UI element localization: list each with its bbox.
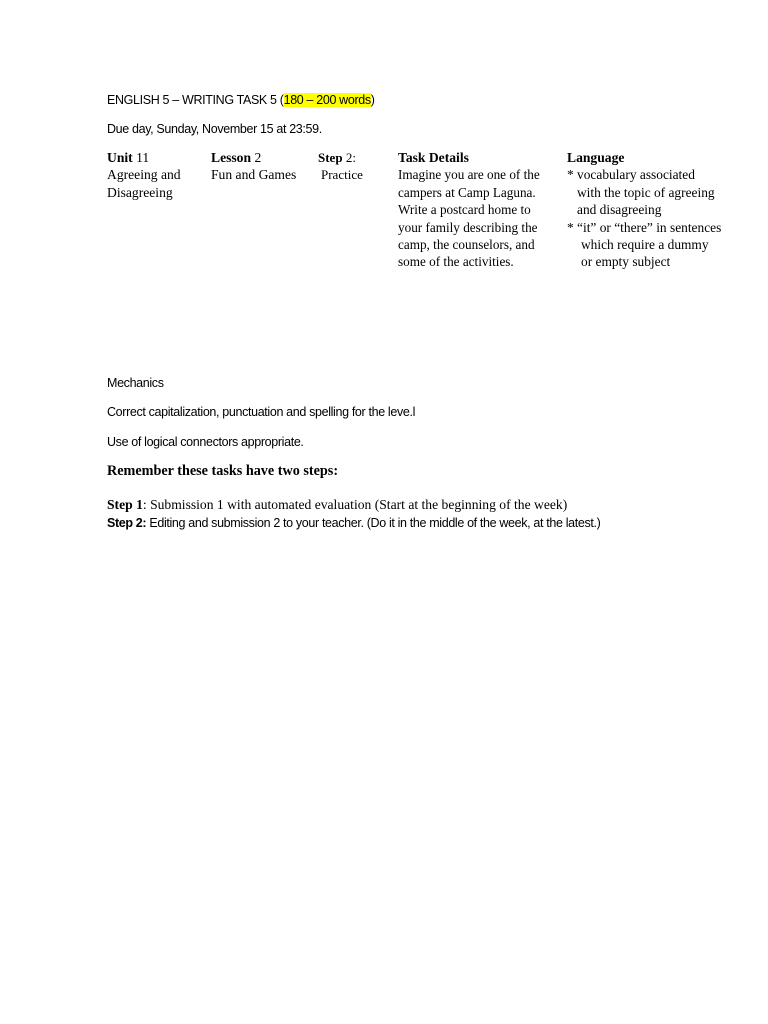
document-title [107, 93, 375, 107]
task-details-header [398, 149, 540, 166]
lesson-line: Fun and Games [211, 167, 297, 183]
step-value: 2: [345, 150, 356, 165]
mechanics-line-connectors: Use of logical connectors appropriate. [107, 435, 304, 449]
language-label: Language [567, 150, 625, 165]
step-line: Practice [321, 167, 363, 183]
unit-line: Disagreeing [107, 184, 173, 200]
language-column [567, 149, 721, 271]
language-line: * “it” or “there” in sentences [567, 219, 722, 235]
unit-label: Unit [107, 150, 133, 165]
language-line: which require a dummy [581, 237, 709, 253]
mechanics-heading: Mechanics [107, 376, 164, 390]
task-details-line: Imagine you are one of the [398, 167, 540, 183]
step-2-line [107, 516, 600, 530]
language-line: or empty subject [581, 254, 671, 270]
task-details-line: some of the activities. [398, 254, 514, 270]
unit-header [107, 149, 181, 166]
lesson-column [211, 149, 296, 184]
due-date: Due day, Sunday, November 15 at 23:59. [107, 122, 322, 136]
task-details-line: campers at Camp Laguna. [398, 184, 536, 200]
task-details-line: your family describing the [398, 219, 538, 235]
lesson-value: 2 [254, 150, 262, 165]
lesson-header [211, 149, 296, 166]
step-1-label: Step 1 [107, 497, 143, 512]
title-suffix: ) [370, 93, 375, 107]
unit-value: 11 [136, 150, 150, 165]
title-prefix: ENGLISH 5 – WRITING TASK 5 ( [107, 93, 284, 107]
task-details-label: Task Details [398, 150, 469, 165]
task-details-line: camp, the counselors, and [398, 237, 535, 253]
unit-line: Agreeing and [107, 167, 181, 183]
step-label: Step [318, 150, 343, 165]
language-line: with the topic of agreeing [577, 184, 715, 200]
task-details-column [398, 149, 540, 271]
language-line: and disagreeing [577, 202, 662, 218]
step-2-label: Step 2: [107, 516, 147, 530]
word-range-highlight: 180 – 200 words [283, 93, 371, 107]
unit-column [107, 149, 181, 201]
language-line: * vocabulary associated [567, 167, 695, 183]
step-2-text: Editing and submission 2 to your teacher. (Do it in the middle of the week, at the latest.) [146, 516, 601, 530]
task-details-line: Write a postcard home to [398, 202, 531, 218]
step-column [318, 149, 363, 184]
language-header [567, 149, 721, 166]
step-1-line [107, 497, 567, 513]
lesson-label: Lesson [211, 150, 252, 165]
remember-heading: Remember these tasks have two steps: [107, 463, 339, 479]
mechanics-line-capitalization: Correct capitalization, punctuation and spelling for the leve.l [107, 405, 416, 419]
step-header [318, 149, 363, 166]
step-1-text: : Submission 1 with automated evaluation (Start at the beginning of the week) [142, 497, 568, 512]
